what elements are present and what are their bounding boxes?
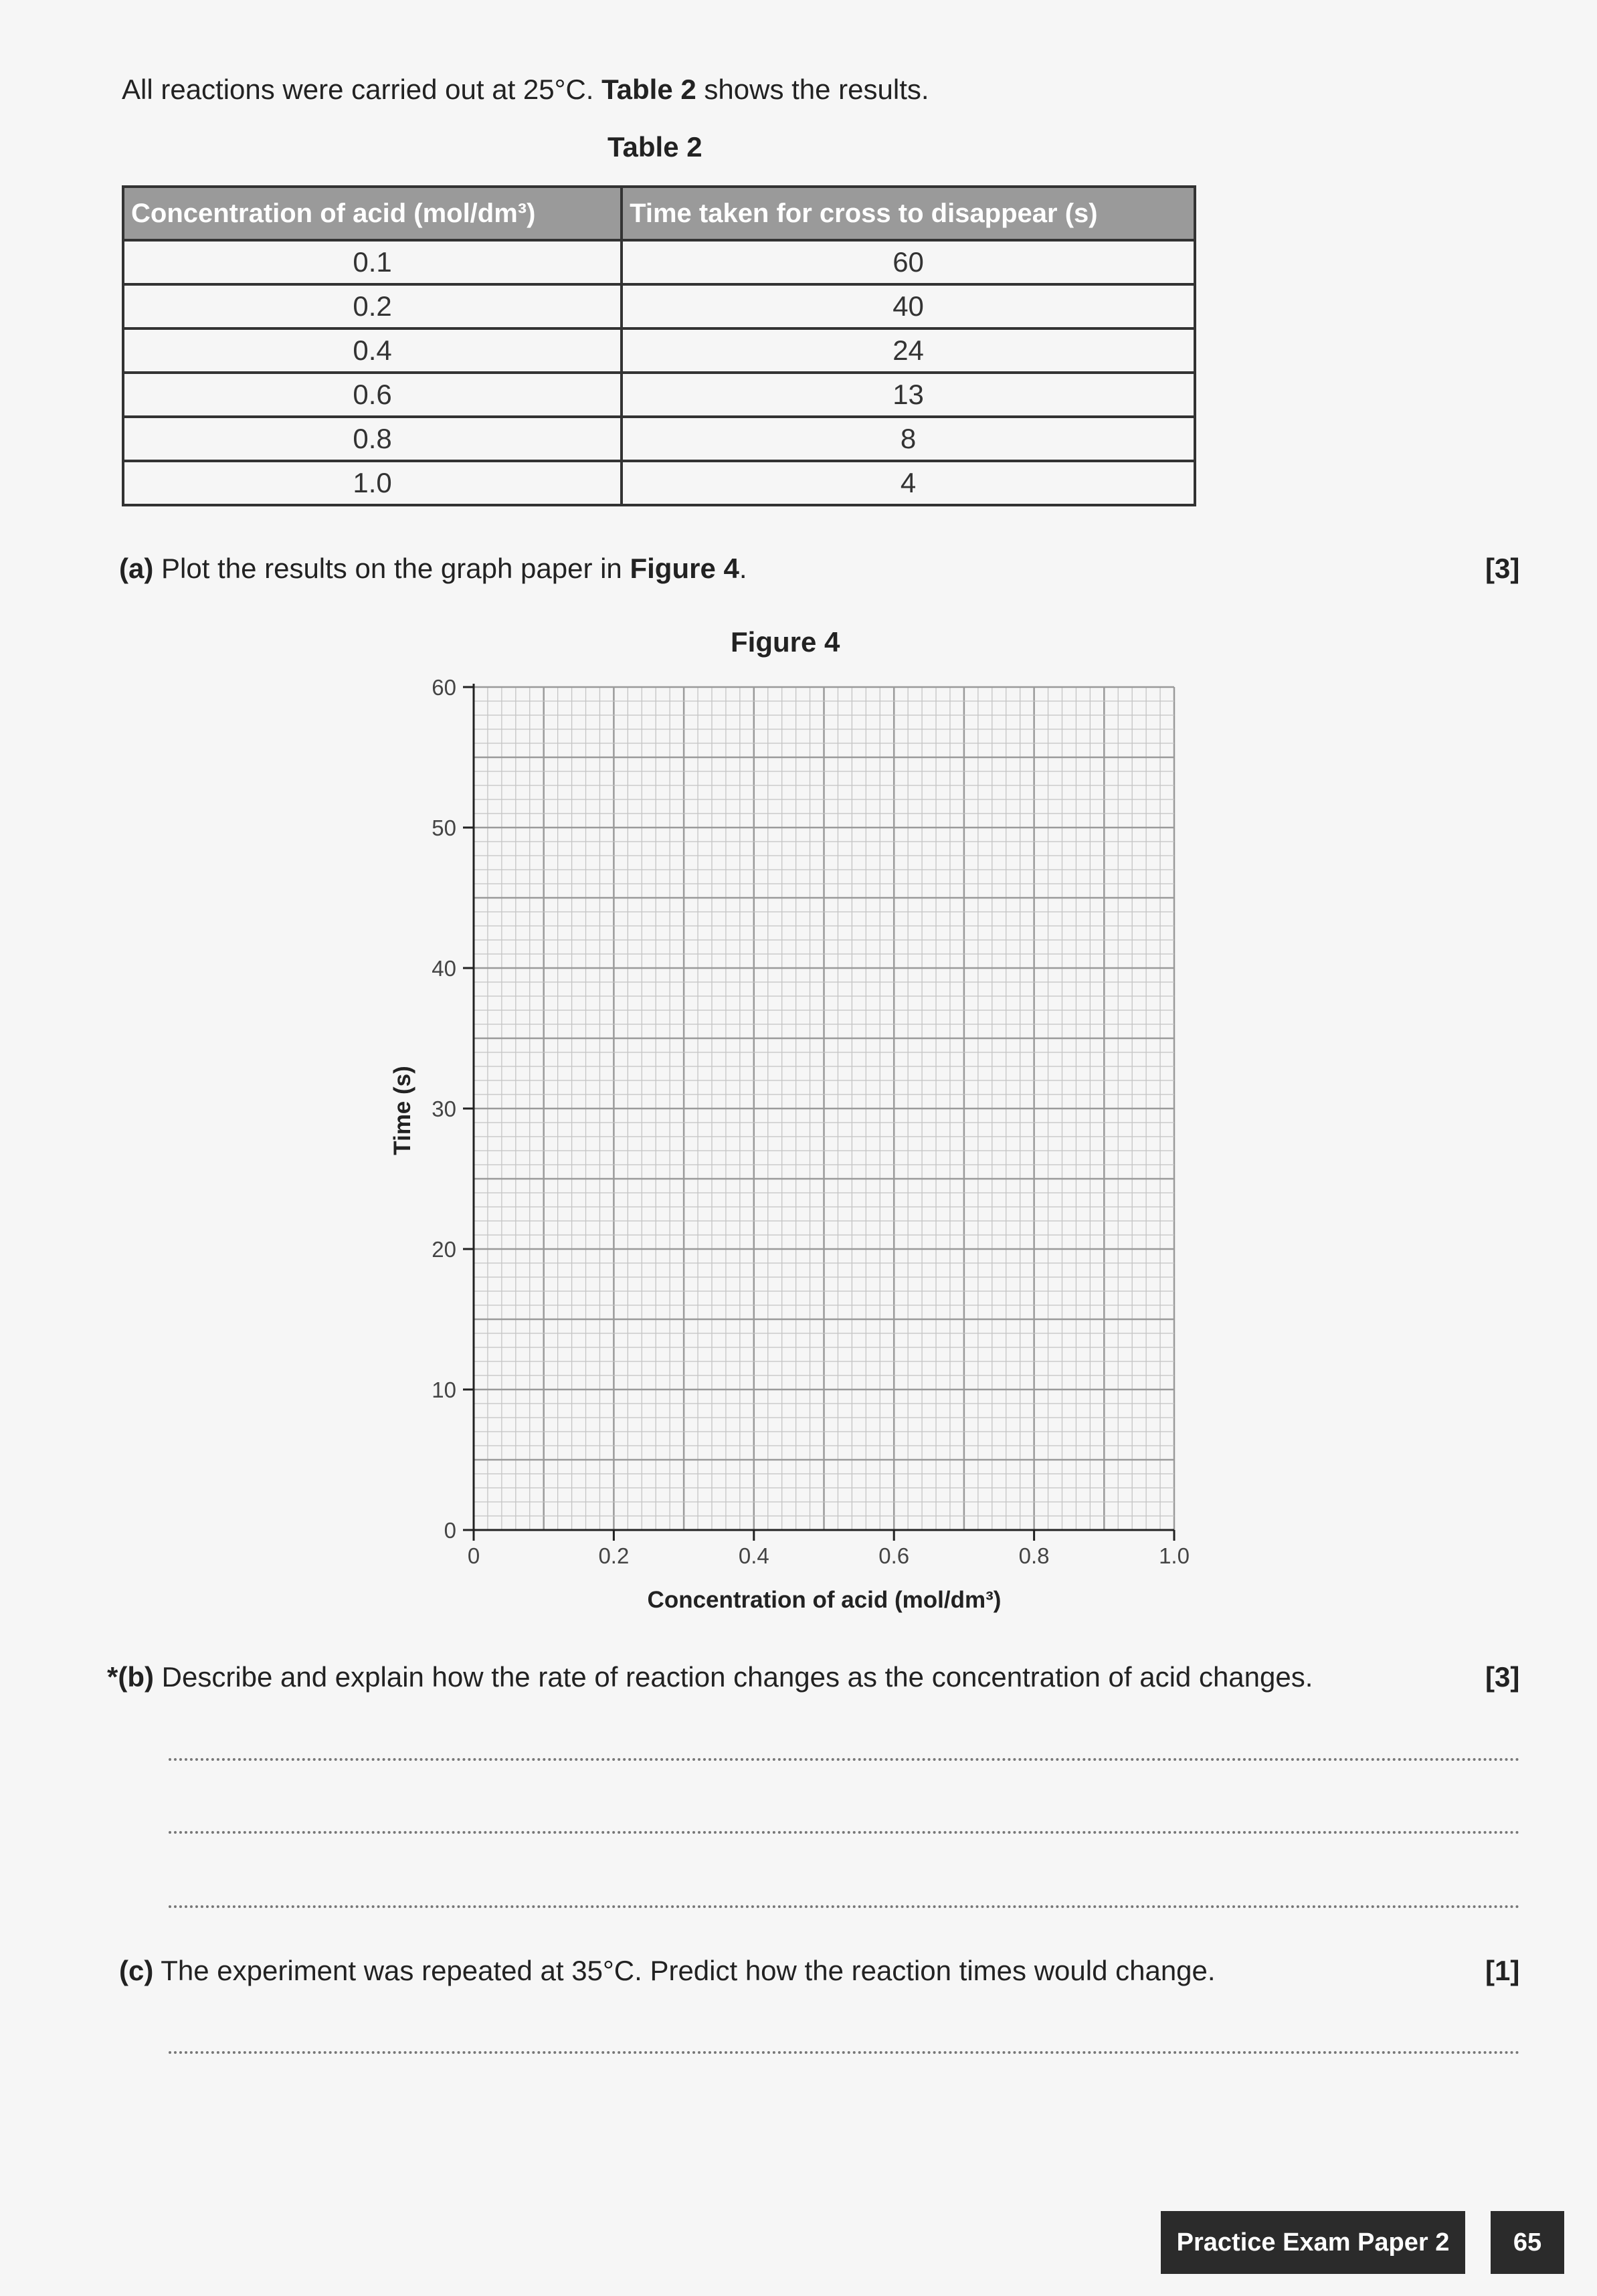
y-tick-label: 10 [432,1377,456,1402]
question-a-text-end: . [739,553,747,584]
cell-time: 8 [622,417,1195,461]
question-a-text: Plot the results on the graph paper in [153,553,630,584]
cell-concentration: 0.6 [123,373,622,417]
x-tick-label: 0.4 [738,1543,769,1568]
question-b-marks: [3] [1485,1661,1520,1693]
question-c-marks: [1] [1485,1955,1520,1986]
intro-table-ref: Table 2 [601,74,696,105]
question-a-figure-ref: Figure 4 [630,553,739,584]
footer-paper-label: Practice Exam Paper 2 [1161,2211,1465,2274]
y-tick-label: 40 [432,956,456,981]
question-b-text: Describe and explain how the rate of reaction changes as the concentration of acid changes. [153,1661,1313,1693]
cell-time: 4 [622,461,1195,505]
cell-concentration: 0.8 [123,417,622,461]
figure-caption: Figure 4 [731,626,840,658]
table-caption: Table 2 [607,131,702,163]
footer-page-number: 65 [1491,2211,1564,2274]
y-tick-label: 20 [432,1237,456,1262]
question-a-label: (a) [119,553,154,584]
x-axis-label: Concentration of acid (mol/dm³) [647,1587,1002,1613]
cell-time: 24 [622,328,1195,373]
intro-before: All reactions were carried out at 25°C. [122,74,602,105]
answer-line-b1[interactable] [169,1758,1520,1761]
answer-line-b3[interactable] [169,1905,1520,1908]
y-tick-label: 60 [432,675,456,700]
header-concentration: Concentration of acid (mol/dm³) [123,187,622,240]
answer-line-b2[interactable] [169,1831,1520,1834]
x-axis-ticks [468,1530,1190,1568]
question-c-text: The experiment was repeated at 35°C. Predict how the reaction times would change. [153,1955,1216,1986]
x-tick-label: 0 [467,1543,480,1568]
x-tick-label: 0.2 [598,1543,630,1568]
x-tick-label: 0.8 [1018,1543,1050,1568]
x-tick-label: 1.0 [1159,1543,1190,1568]
question-c [119,1955,1216,1987]
x-tick-label: 0.6 [878,1543,910,1568]
y-tick-label: 0 [444,1518,456,1543]
y-axis-ticks [432,675,474,1543]
header-time: Time taken for cross to disappear (s) [622,187,1195,240]
question-b [107,1661,1313,1693]
question-a-marks: [3] [1485,553,1520,584]
question-c-label: (c) [119,1955,154,1986]
y-tick-label: 50 [432,816,456,840]
y-axis-label: Time (s) [389,1066,415,1155]
cell-concentration: 0.2 [123,284,622,328]
question-b-label: *(b) [107,1661,154,1693]
cell-time: 13 [622,373,1195,417]
cell-concentration: 1.0 [123,461,622,505]
graph-grid [474,687,1174,1530]
cell-time: 40 [622,284,1195,328]
cell-time: 60 [622,240,1195,284]
cell-concentration: 0.1 [123,240,622,284]
answer-line-c1[interactable] [169,2051,1520,2054]
cell-concentration: 0.4 [123,328,622,373]
intro-after: shows the results. [696,74,929,105]
y-tick-label: 30 [432,1096,456,1121]
